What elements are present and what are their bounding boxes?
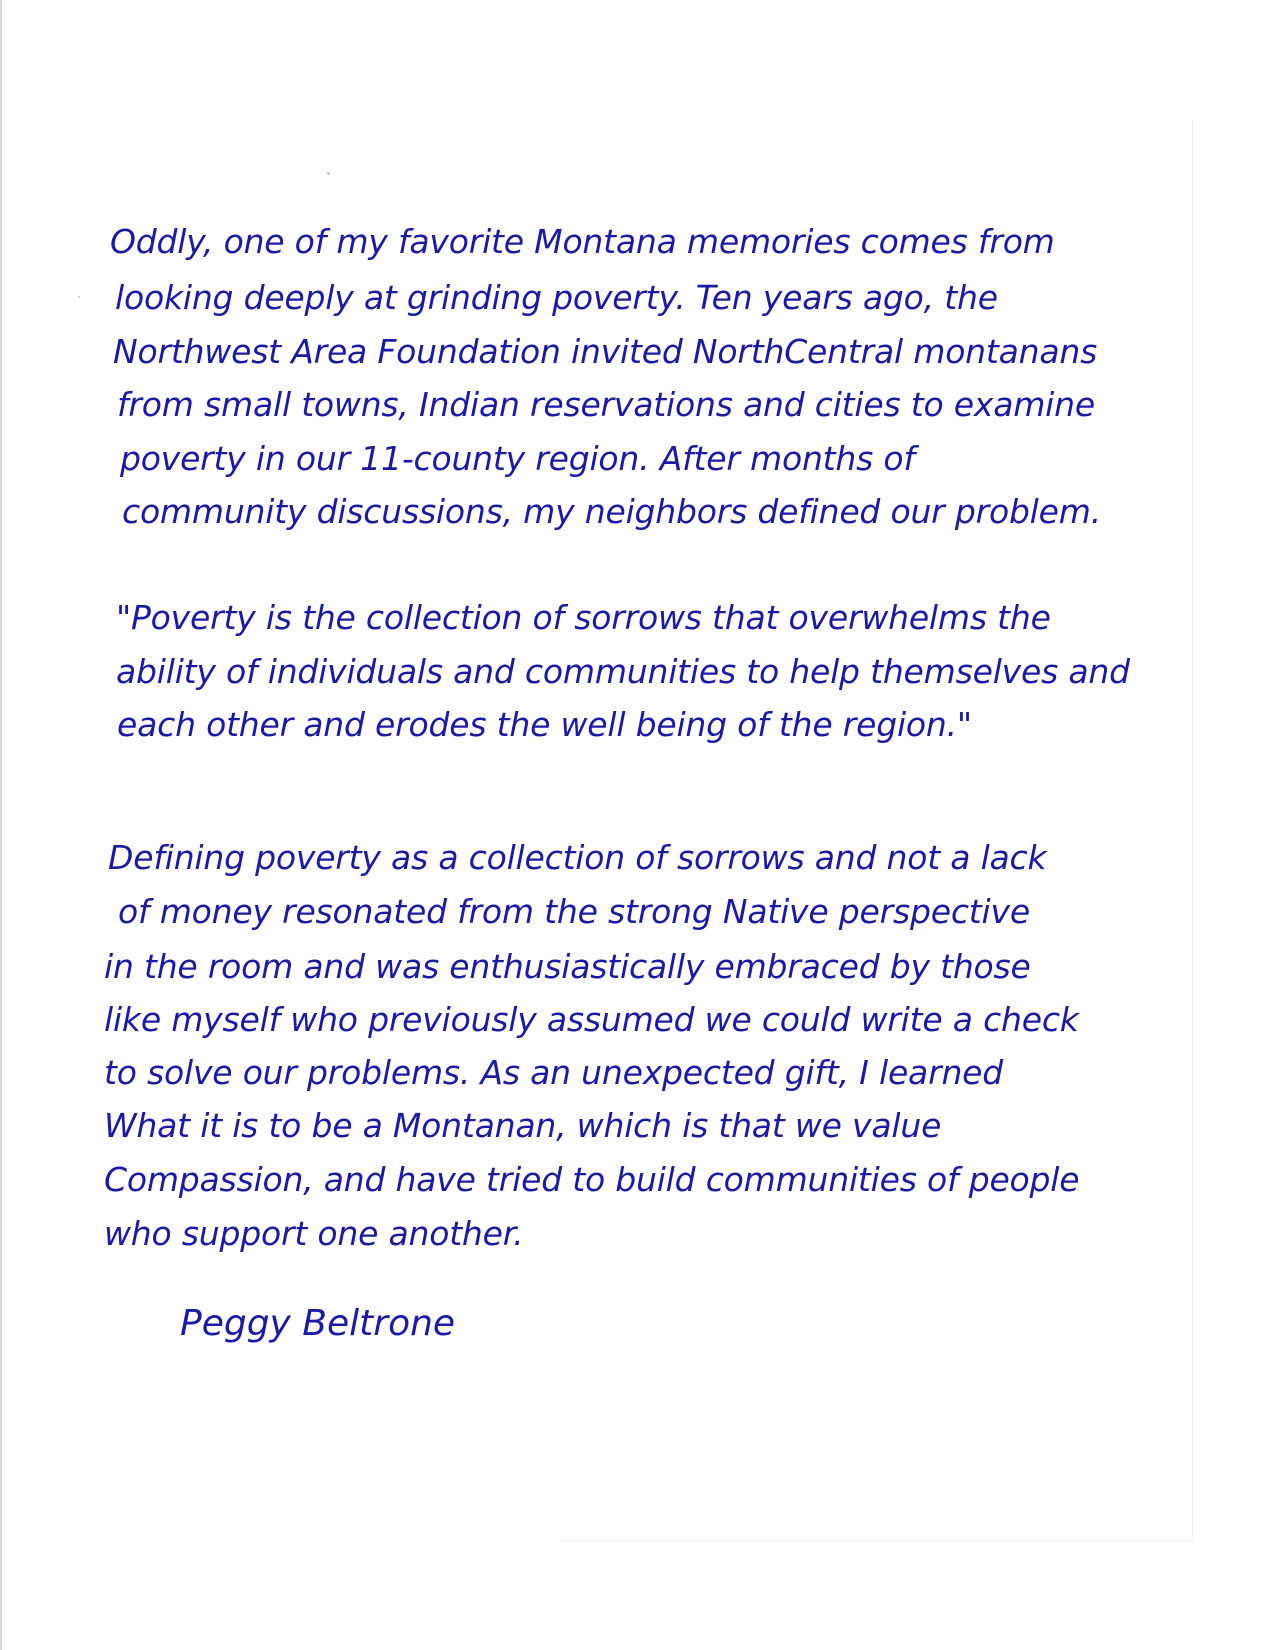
letter-line: Defining poverty as a collection of sorrows and not a lack (108, 838, 1047, 877)
letter-line: looking deeply at grinding poverty. Ten years ago, the (115, 278, 998, 317)
letter-line: who support one another. (104, 1214, 524, 1253)
scan-speck (327, 172, 330, 175)
letter-line: in the room and was enthusiastically embraced by those (104, 947, 1031, 986)
letter-line: Oddly, one of my favorite Montana memories comes from (110, 222, 1055, 261)
letter-line: ability of individuals and communities to help themselves and (116, 652, 1130, 691)
letter-line: of money resonated from the strong Native perspective (118, 892, 1030, 931)
letter-line: like myself who previously assumed we could write a check (104, 1000, 1079, 1039)
letter-line: "Poverty is the collection of sorrows that overwhelms the (116, 598, 1051, 637)
letter-line: from small towns, Indian reservations and cities to examine (117, 385, 1095, 424)
letter-line: community discussions, my neighbors defined our problem. (122, 492, 1101, 531)
scan-bottom-edge (560, 1540, 1193, 1541)
letter-line: poverty in our 11-county region. After months of (120, 439, 915, 478)
letter-line: Northwest Area Foundation invited NorthCentral montanans (113, 332, 1098, 371)
scan-left-edge (0, 0, 2, 1650)
letter-line: Compassion, and have tried to build communities of people (104, 1160, 1080, 1199)
scan-right-edge (1192, 120, 1193, 1540)
letter-line: each other and erodes the well being of the region." (117, 705, 972, 744)
signature: Peggy Beltrone (180, 1303, 456, 1344)
letter-line: to solve our problems. As an unexpected gift, I learned (104, 1053, 1004, 1092)
letter-line: What it is to be a Montanan, which is that we value (104, 1106, 942, 1145)
scan-speck (78, 296, 80, 298)
